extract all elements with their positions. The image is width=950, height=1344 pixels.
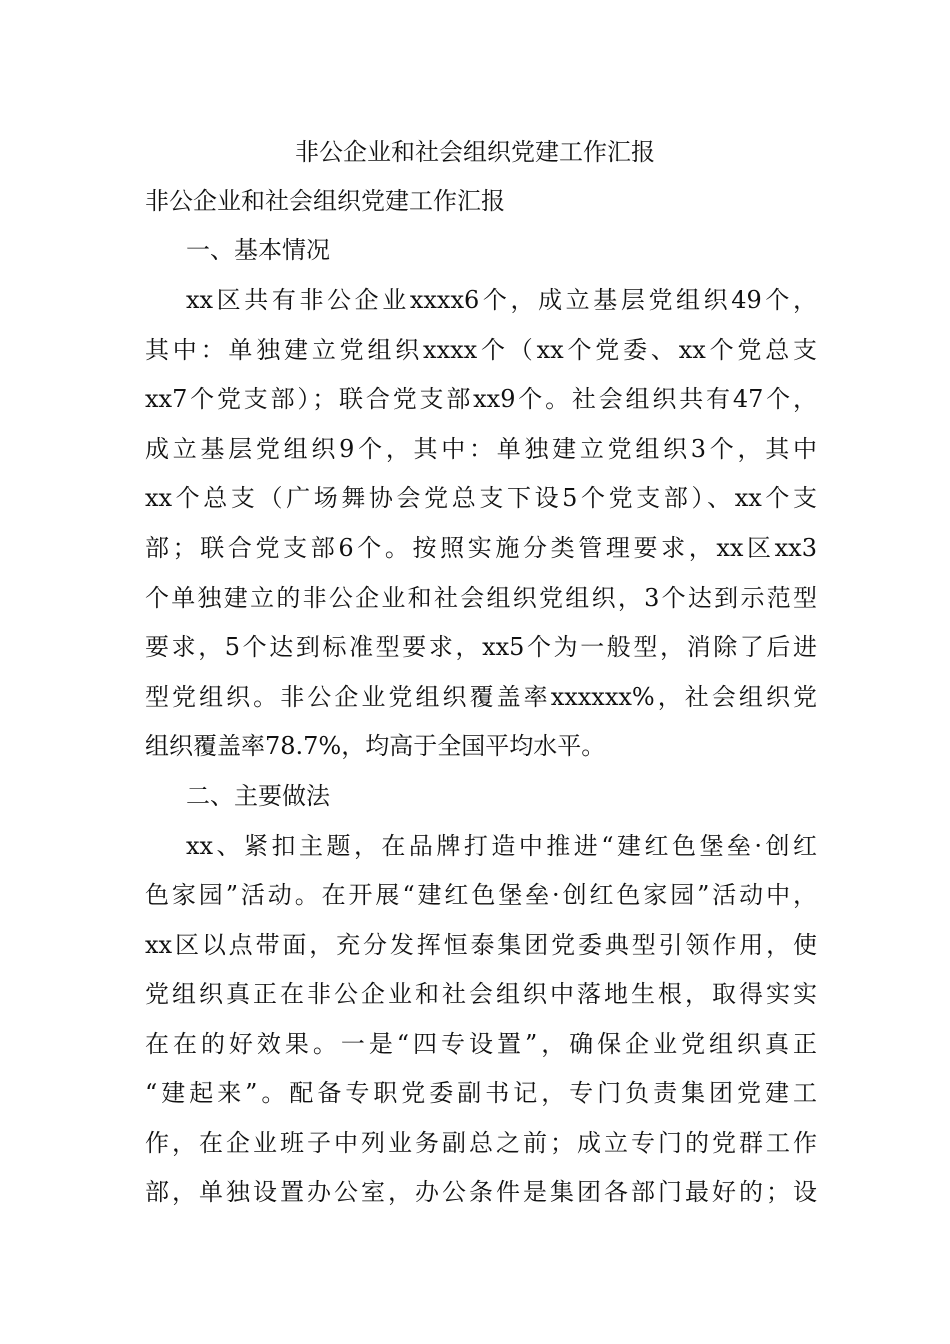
paragraph-line: xx区共有非公企业xxxx6个，成立基层党组织49个， [186, 286, 817, 314]
paragraph-line: 党组织真正在非公企业和社会组织中落地生根，取得实实 [145, 980, 817, 1008]
paragraph-line: 色家园”活动。在开展“建红色堡垒·创红色家园”活动中， [145, 881, 817, 909]
paragraph-line: 在在的好效果。一是“四专设置”，确保企业党组织真正 [145, 1030, 817, 1058]
paragraph-line: xx、紧扣主题，在品牌打造中推进“建红色堡垒·创红 [186, 832, 817, 860]
section-heading-basic-situation: 一、基本情况 [186, 236, 330, 264]
section-heading-main-practices: 二、主要做法 [186, 782, 330, 810]
document-title: 非公企业和社会组织党建工作汇报 [295, 138, 655, 166]
paragraph-line: 个单独建立的非公企业和社会组织党组织，3个达到示范型 [145, 584, 817, 612]
paragraph-line: “建起来”。配备专职党委副书记，专门负责集团党建工 [145, 1079, 817, 1107]
paragraph-line: 要求，5个达到标准型要求，xx5个为一般型，消除了后进 [145, 633, 817, 661]
paragraph-line: 作，在企业班子中列业务副总之前；成立专门的党群工作 [145, 1129, 817, 1157]
paragraph-line: 组织覆盖率78.7%，均高于全国平均水平。 [145, 732, 606, 760]
paragraph-line: xx7个党支部）；联合党支部xx9个。社会组织共有47个， [145, 385, 817, 413]
paragraph-line: 其中：单独建立党组织xxxx个（xx个党委、xx个党总支 [145, 336, 817, 364]
paragraph-line: 部，单独设置办公室，办公条件是集团各部门最好的；设 [145, 1178, 817, 1206]
paragraph-line: 成立基层党组织9个，其中：单独建立党组织3个，其中 [145, 435, 817, 463]
paragraph-line: xx个总支（广场舞协会党总支下设5个党支部）、xx个支 [145, 484, 817, 512]
paragraph-line: xx区以点带面，充分发挥恒泰集团党委典型引领作用，使 [145, 931, 817, 959]
paragraph-line: 型党组织。非公企业党组织覆盖率xxxxxx%，社会组织党 [145, 683, 817, 711]
document-subtitle: 非公企业和社会组织党建工作汇报 [145, 187, 505, 215]
paragraph-line: 部；联合党支部6个。按照实施分类管理要求，xx区xx3 [145, 534, 817, 562]
